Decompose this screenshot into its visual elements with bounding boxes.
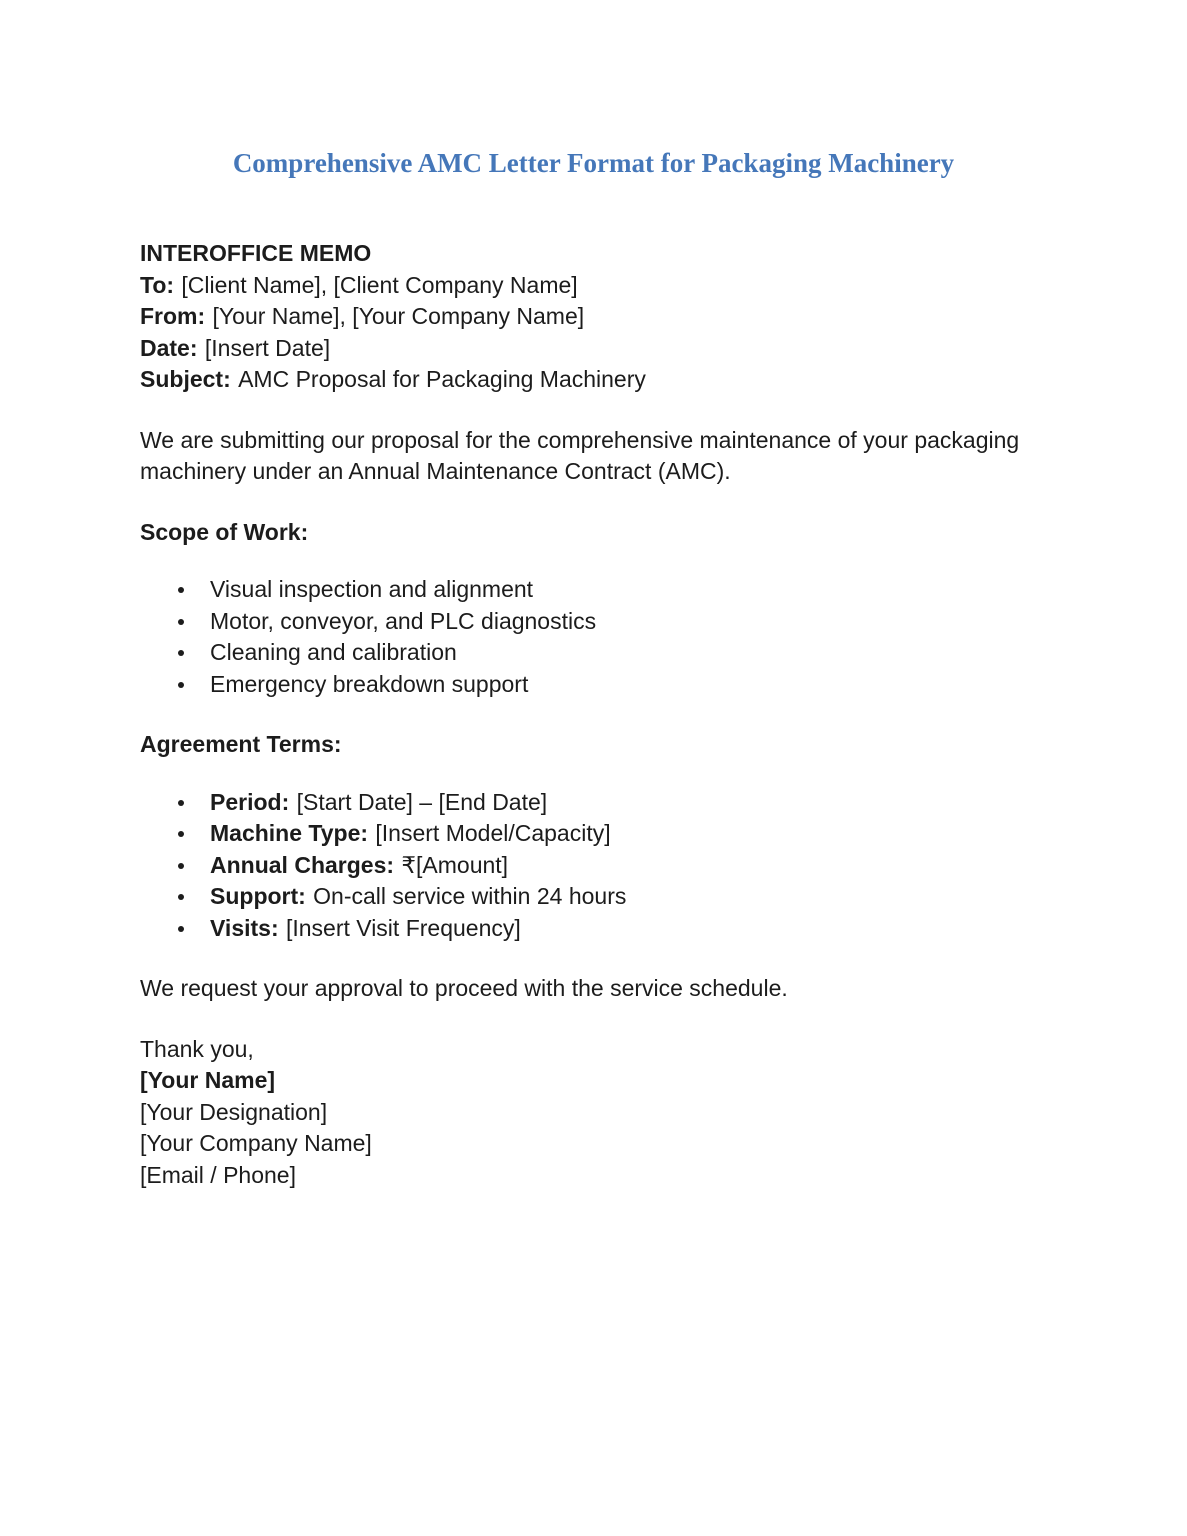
approval-request-line: We request your approval to proceed with the service schedule. <box>140 975 788 1001</box>
term-label: Machine Type: <box>210 820 369 846</box>
list-item: Cleaning and calibration <box>210 637 1047 669</box>
term-value: [Insert Model/Capacity] <box>375 820 611 846</box>
terms-heading: Agreement Terms: <box>140 731 342 757</box>
memo-field-value: [Client Name], [Client Company Name] <box>181 271 578 298</box>
memo-field-to <box>140 270 1047 302</box>
signature-designation: [Your Designation] <box>140 1098 328 1125</box>
terms-list <box>140 787 1047 945</box>
term-label: Support: <box>210 883 306 909</box>
list-item: Motor, conveyor, and PLC diagnostics <box>210 606 1047 638</box>
list-item: Visual inspection and alignment <box>210 574 1047 606</box>
list-item <box>210 881 1047 913</box>
list-item: Emergency breakdown support <box>210 669 1047 701</box>
scope-heading: Scope of Work: <box>140 518 309 545</box>
list-item <box>210 787 1047 819</box>
signature-company: [Your Company Name] <box>140 1130 372 1156</box>
list-item <box>210 850 1047 882</box>
list-item <box>210 818 1047 850</box>
memo-field-label: Subject: <box>140 366 231 392</box>
memo-field-value: [Insert Date] <box>204 334 331 361</box>
memo-field-value: [Your Name], [Your Company Name] <box>212 303 585 329</box>
memo-heading: INTEROFFICE MEMO <box>140 240 372 266</box>
list-item <box>210 913 1047 945</box>
memo-header <box>140 238 1047 396</box>
scope-list <box>140 574 1047 700</box>
memo-field-value: AMC Proposal for Packaging Machinery <box>238 366 646 392</box>
term-value: [Insert Visit Frequency] <box>285 914 521 941</box>
memo-field-from <box>140 301 1047 333</box>
term-value: [Start Date] – [End Date] <box>296 788 548 815</box>
term-label: Visits: <box>210 914 279 941</box>
term-value: On-call service within 24 hours <box>313 883 627 909</box>
thanks-line: Thank you, <box>140 1035 254 1062</box>
memo-field-label: To: <box>140 271 175 298</box>
term-value: ₹[Amount] <box>401 851 509 878</box>
signature-contact: [Email / Phone] <box>140 1161 296 1188</box>
signature-name: [Your Name] <box>140 1067 276 1093</box>
signature-block <box>140 1034 1047 1192</box>
memo-field-subject <box>140 364 1047 396</box>
document-title: Comprehensive AMC Letter Format for Packaging Machinery <box>232 148 955 178</box>
term-label: Period: <box>210 788 290 815</box>
memo-field-label: From: <box>140 303 206 329</box>
memo-field-label: Date: <box>140 334 198 361</box>
term-label: Annual Charges: <box>210 851 395 878</box>
memo-field-date <box>140 333 1047 365</box>
intro-paragraph: We are submitting our proposal for the comprehensive maintenance of your packaging machinery under an Annual Maintenance Contract (AMC). <box>140 426 1020 484</box>
